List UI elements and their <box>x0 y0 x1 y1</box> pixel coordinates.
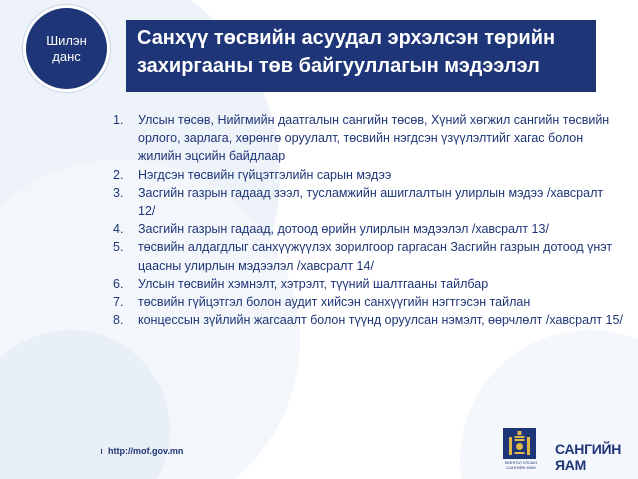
list-item-text: Засгийн газрын гадаад зээл, тусламжийн ашиглалтын улирлын мэдээ /хавсралт 12/ <box>138 185 604 219</box>
info-list <box>113 111 623 329</box>
list-item-number: 7. <box>113 295 124 310</box>
list-item-text: концессын зүйлийн жагсаалт болон түүнд оруулсан нэмэлт, өөрчлөлт /хавсралт 15/ <box>138 313 623 328</box>
footer-bullet <box>101 449 102 454</box>
list-item <box>113 166 623 184</box>
list-item-text: Нэгдсэн төсвийн гүйцэтгэлийн сарын мэдээ <box>138 167 392 182</box>
ministry-logo <box>497 428 637 472</box>
list-item <box>113 293 623 311</box>
list-item-number: 1. <box>113 113 124 127</box>
badge-line-2: данс <box>52 48 81 64</box>
list-item-number: 3. <box>113 185 124 200</box>
list-item-number: 6. <box>113 276 124 291</box>
logo-name: САНГИЙН ЯАМ <box>555 441 622 473</box>
list-item-number: 5. <box>113 240 124 255</box>
list-item-text: төсвийн алдагдлыг санхүүжүүлэх зорилгоор гаргасан Засгийн газрын дотоод үнэт цаасны улирлын мэдээлэл /хавсралт 14/ <box>138 240 613 273</box>
list-item <box>113 111 623 166</box>
list-item-text: төсвийн гүйцэтгэл болон аудит хийсэн санхүүгийн нэгтгэсэн тайлан <box>138 295 531 310</box>
slide-title: Санхүү төсвийн асуудал эрхэлсэн төрийн захиргааны төв байгууллагын мэдээлэл <box>137 27 556 77</box>
badge-line-1: Шилэн <box>46 32 87 48</box>
list-item <box>113 238 623 274</box>
list-item-text: Улсын төсөв, Нийгмийн даатгалын сангийн төсөв, Хүний хөгжил сангийн төсвийн орлого, зарлага, хөрөнгө оруулалт, төсвийн нэгдсэн үзүүлэлтийг хагас болон жилийн эцсийн байдлаар <box>138 113 610 164</box>
list-item <box>113 275 623 293</box>
footer-url-link[interactable]: http://mof.gov.mn <box>108 446 184 456</box>
list-item-number: 8. <box>113 313 124 328</box>
list-item-text: Засгийн газрын гадаад, дотоод өрийн улирлын мэдээлэл /хавсралт 13/ <box>138 222 549 237</box>
logo-small-text: МОНГОЛ УЛСЫН САНГИЙН ЯАМ <box>504 460 538 470</box>
section-badge <box>23 5 110 92</box>
list-item-number: 2. <box>113 167 124 182</box>
list-item <box>113 184 623 220</box>
list-item <box>113 220 623 238</box>
list-item <box>113 311 623 329</box>
list-item-text: Улсын төсвийн хэмнэлт, хэтрэлт, түүний шалтгааны тайлбар <box>138 276 489 291</box>
list-item-number: 4. <box>113 222 124 237</box>
